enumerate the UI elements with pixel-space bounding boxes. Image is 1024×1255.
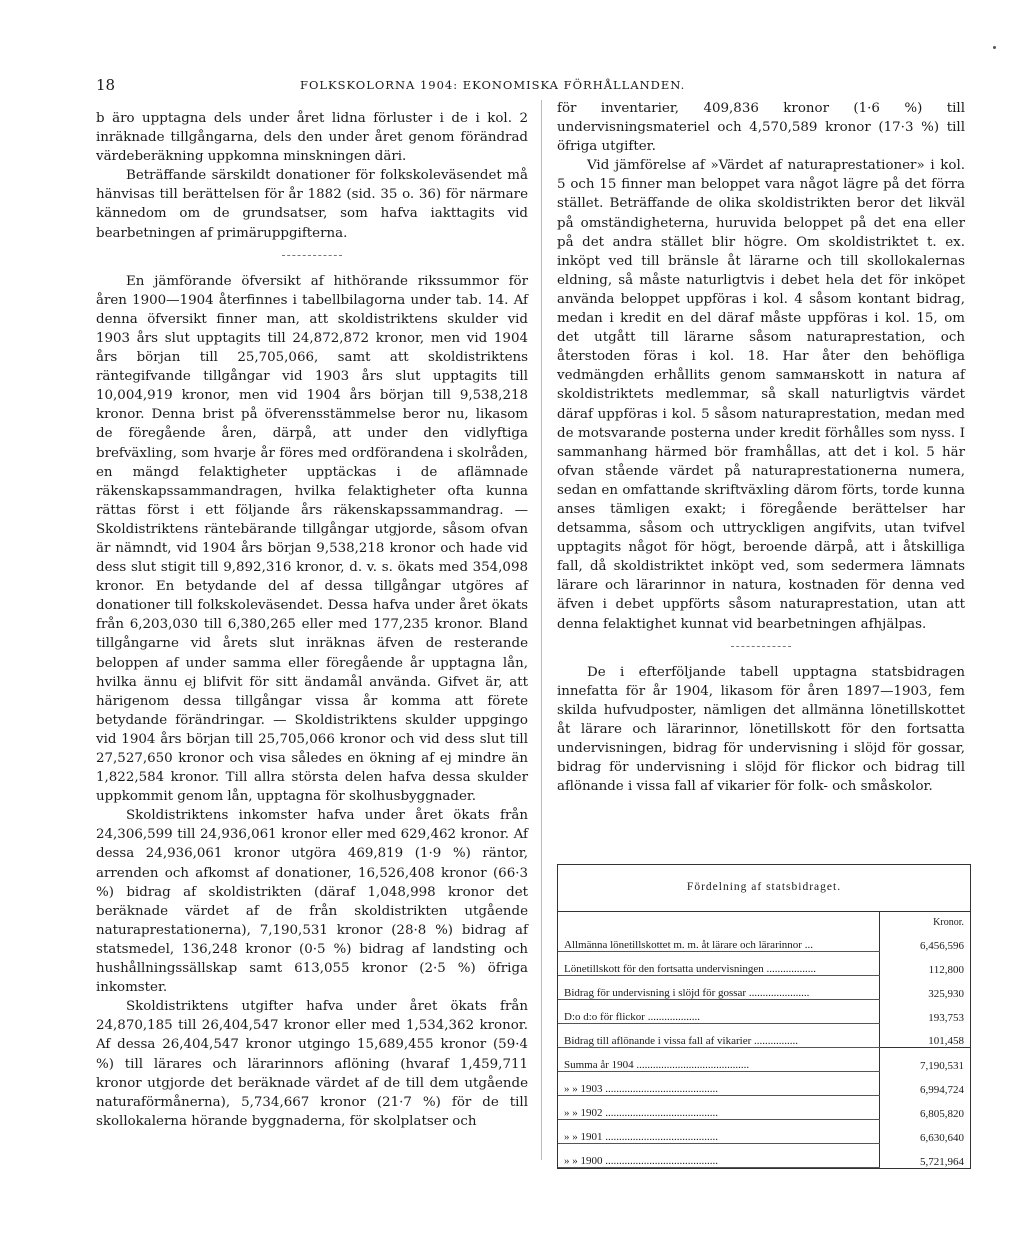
row-value: 101,458 bbox=[880, 1024, 971, 1048]
page-header bbox=[0, 76, 1024, 98]
statsbidrag-table bbox=[557, 864, 971, 1169]
row-value: 5,721,964 bbox=[880, 1144, 971, 1168]
page-speck bbox=[993, 46, 996, 49]
row-label: Allmänna lönetillskottet m. m. åt lärare och lärarinnor ... bbox=[558, 928, 880, 952]
section-rule bbox=[731, 646, 791, 647]
row-label: Lönetillskott för den fortsatta undervisningen .................. bbox=[558, 952, 880, 976]
left-column bbox=[96, 109, 528, 1131]
table-row bbox=[558, 976, 970, 1000]
unit-label: Kronor. bbox=[880, 912, 971, 928]
paragraph: En jämförande öfversikt af hithörande rikssummor för åren 1900—1904 återfinnes i tabellbilagorna under tab. 14. Af denna öfversikt finner man, att skoldistriktens skulder vid 1903 års slut upptagits till 24,872,872 kronor, men vid 1904 års början till 25,705,066, samt att skoldistriktens räntegifvande tillgångar vid 1903 års slut upptagits till 10,004,919 kronor, men vid 1904 års början till 9,538,218 kronor. Denna brist på öfverensstämmelse beror nu, likasom de föregående åren, därpå, att under den vidlyftiga brefväxling, som hvarje år föres med ordförandena i skolråden, en mängd felaktigheter upptäckas i de aflämnade räkenskapssammandragen, hvilka felaktigheter ofta kunna rättas först i ett följande års räkenskapssammandrag. — Skoldistriktens räntebärande tillgångar utgjorde, såsom ofvan är nämndt, vid 1904 års början 9,538,218 kronor och hade vid dess slut stigit till 9,892,316 kronor, d. v. s. ökats med 354,098 kronor. En betydande del af dessa tillgångar utgöres af donationer till folkskoleväsendet. Dessa hafva under året ökats från 6,203,030 till 6,380,265 eller med 177,235 kronor. Bland tillgångarne vid årets slut inräknas äfven de resterande beloppen af under samma eller föregående år upptagna lån, hvilka ännu ej blifvit för sitt ändamål använda. Gifvet är, att härigenom dessa tillgångar vissa år komma att förete betydande förändringar. — Skoldistriktens skulder uppgingo vid 1904 års början till 25,705,066 kronor och vid dess slut till 27,527,650 kronor och visa således en ökning af ej mindre än 1,822,584 kronor. Till allra största delen hafva dessa skulder uppkommit genom lån, upptagna för skolhusbyggnader. bbox=[96, 273, 528, 805]
table-row bbox=[558, 1096, 970, 1120]
row-label: » » 1900 ......................................... bbox=[558, 1144, 880, 1168]
page-number: 18 bbox=[96, 76, 116, 94]
row-label: » » 1903 ......................................... bbox=[558, 1072, 880, 1096]
running-title: FOLKSKOLORNA 1904: EKONOMISKA FÖRHÅLLANDEN. bbox=[300, 78, 686, 92]
table-row bbox=[558, 1048, 970, 1072]
paragraph: De i efterföljande tabell upptagna statsbidragen innefatta för år 1904, likasom för åren 1897—1903, fem skilda hufvudposter, nämligen det allmänna lönetillskottet åt lärare och lärarinnor, lönetillskott för den fortsatta undervisningen, bidrag för undervisning i slöjd för gossar, bidrag för undervisning i slöjd för flickor och bidrag till aflönande i vissa fall af vikarier för folk- och småskolor. bbox=[557, 664, 965, 795]
row-label: Summa år 1904 ......................................... bbox=[558, 1048, 880, 1072]
table-row bbox=[558, 928, 970, 952]
row-value: 6,805,820 bbox=[880, 1096, 971, 1120]
paragraph: för inventarier, 409,836 kronor (1·6 %) till undervisningsmateriel och 4,570,589 kronor (17·3 %) till öfriga utgifter. bbox=[557, 101, 965, 155]
paragraph: Skoldistriktens inkomster hafva under året ökats från 24,306,599 till 24,936,061 kronor eller med 629,462 kronor. Af dessa 24,936,061 kronor utgöra 469,819 (1·9 %) räntor, arrenden och afkomst af donationer, 16,526,408 kronor (66·3 %) bidrag af skoldistrikten (däraf 1,048,998 kronor det beräknade värdet af de från skoldistrikten utgående naturaprestationerna), 7,190,531 kronor (28·8 %) bidrag af statsmedel, 136,248 kronor (0·5 %) bidrag af landsting och hushållningssällskap samt 613,055 kronor (2·5 %) öfriga inkomster. bbox=[96, 808, 528, 996]
table-row bbox=[558, 1120, 970, 1144]
table-caption: Fördelning af statsbidraget. bbox=[558, 865, 970, 912]
row-label: D:o d:o för flickor ................... bbox=[558, 1000, 880, 1024]
row-label: Bidrag för undervisning i slöjd för gossar ...................... bbox=[558, 976, 880, 1000]
table-body bbox=[558, 912, 970, 1168]
row-value: 6,456,596 bbox=[880, 928, 971, 952]
row-label: Bidrag till aflönande i vissa fall af vikarier ................ bbox=[558, 1024, 880, 1048]
row-value: 6,994,724 bbox=[880, 1072, 971, 1096]
paragraph: Beträffande särskildt donationer för folkskoleväsendet må hänvisas till berättelsen för år 1882 (sid. 35 o. 36) för närmare kännedom om de grundsatser, som hafva iakttagits vid bearbetningen af primäruppgifterna. bbox=[96, 168, 528, 241]
table-spacer bbox=[558, 912, 880, 928]
paragraph: Skoldistriktens utgifter hafva under året ökats från 24,870,185 till 26,404,547 kronor eller med 1,534,362 kronor. Af dessa 26,404,547 kronor utgingo 15,689,455 kronor (59·4 %) till lärares och lärarinnors aflöning (hvaraf 1,459,711 kronor utgjorde det beräknade värdet af de till dem utgående naturaförmånerna), 5,734,667 kronor (21·7 %) för de till skollokalerna hörande byggnaderna, för skolplatser och bbox=[96, 999, 528, 1129]
row-label: » » 1902 ......................................... bbox=[558, 1096, 880, 1120]
row-value: 112,800 bbox=[880, 952, 971, 976]
table-row bbox=[558, 1024, 970, 1048]
paragraph: Vid jämförelse af »Värdet af naturaprestationer» i kol. 5 och 15 finner man beloppet vara något lägre på det förra stället. Beträffande de olika skoldistrikten beror det likväl på omständigheterna, huruvida beloppet på det ena eller på det andra stället blir högre. Om skoldistriktet t. ex. inköpt ved till bränsle åt lärarne och till skollokalernas eldning, så måste naturligtvis i debet hela det för inköpet använda beloppet uppföras i kol. 4 såsom kontant bidrag, medan i kredit en del däraf måste uppföras i kol. 15, om det utgått till lärarne såsom naturaprestation, och återstoden föras i kol. 18. Har åter den behöfliga vedmängden erhållits genom samманskott in natura af skoldistriktets medlemmar, så skall naturligtvis värdet däraf uppföras i kol. 5 såsom naturaprestation, medan med de motsvarande posterna under kredit förhålles som nyss. I sammanhang härmed bör framhållas, att det i kol. 5 här ofvan stående värdet på naturaprestationerna numera, sedan en omfattande skriftväxling därom förts, torde kunna anses tämligen exakt; i föregående berättelser har detsamma, såsom och uttryckligen angifvits, utan tvifvel upptagits något för högt, beroende därpå, att i åtskilliga fall, då skoldistriktet inköpt ved, som sedermera lämnats lärare och lärarinnor in natura, kostnaden för denna ved äfven i debet uppförts såsom naturaprestation, utan att denna felaktighet kunnat vid bearbetningen afhjälpas. bbox=[557, 158, 965, 632]
right-column bbox=[557, 99, 965, 796]
table-row bbox=[558, 952, 970, 976]
row-value: 6,630,640 bbox=[880, 1120, 971, 1144]
row-value: 193,753 bbox=[880, 1000, 971, 1024]
row-label: » » 1901 ......................................... bbox=[558, 1120, 880, 1144]
table-row bbox=[558, 1000, 970, 1024]
column-divider bbox=[541, 100, 542, 1160]
row-value: 325,930 bbox=[880, 976, 971, 1000]
table-row bbox=[558, 1072, 970, 1096]
paragraph: b äro upptagna dels under året lidna förluster i de i kol. 2 inräknade tillgångarna, dels den under året genom förändrad värdeberäkning uppkomna minskningen däri. bbox=[96, 111, 528, 165]
table-row bbox=[558, 1144, 970, 1168]
section-rule bbox=[282, 255, 342, 256]
row-value: 7,190,531 bbox=[880, 1048, 971, 1072]
